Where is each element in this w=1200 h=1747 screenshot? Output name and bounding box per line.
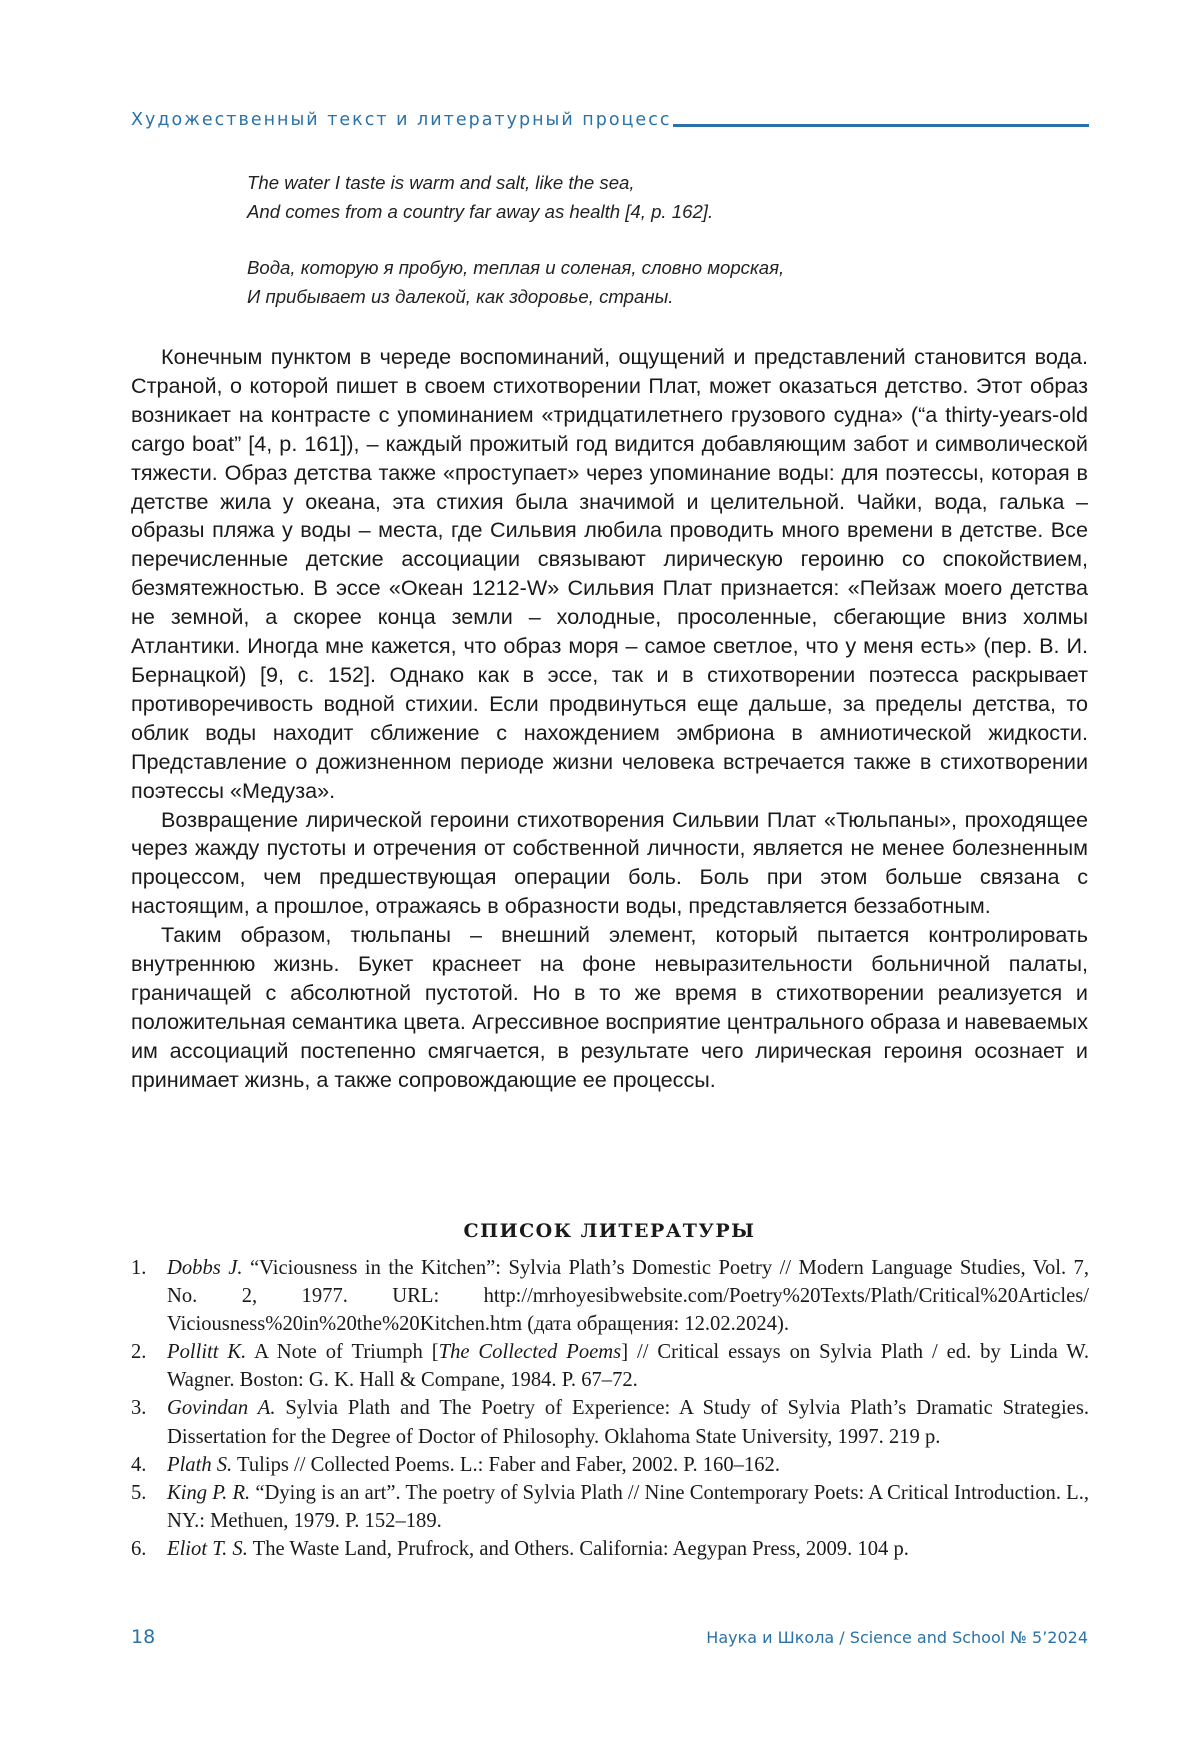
body-paragraph: Конечным пунктом в череде воспоминаний, ощущений и представлений становится вода. Страной, о которой пишет в своем стихотворении Плат, может оказаться детство. Этот образ возникает на контрасте с упоминанием «тридцатилетнего грузового судна» (“a thirty-years-old cargo boat” [4, p. 161]), – каждый прожитый год видится добавляющим забот и символической тяжести. Образ детства также «проступает» через упоминание воды: для поэтессы, которая в детстве жила у океана, эта стихия была значимой и целительной. Чайки, вода, галька – образы пляжа у воды – места, где Сильвия любила проводить много времени в детстве. Все перечисленные детские ассоциации связывают лирическую героиню со спокойствием, безмятежностью. В эссе «Океан 1212-W» Сильвия Плат признается: «Пейзаж моего детства не земной, а скорее конца земли – холодные, просоленные, сбегающие вниз холмы Атлантики. Иногда мне кажется, что образ моря – самое светлое, что у меня есть» (пер. В. И. Бернацкой) [9, с. 152]. Однако как в эссе, так и в стихотворении поэтесса раскрывает противоречивость водной стихии. Если продвинуться еще дальше, за пределы детства, то облик воды находит сближение с нахождением эмбриона в амниотической жидкости. Представление о дожизненном периоде жизни человека встречается также в стихотворении поэтессы «Медуза». <box>131 344 1088 803</box>
reference-number: 3. <box>131 1397 147 1420</box>
verse-line: Вода, которую я пробую, теплая и соленая, словно морская, <box>247 257 785 278</box>
page-number: 18 <box>131 1626 156 1648</box>
running-head-rule <box>673 124 1089 127</box>
references-list <box>131 1254 1089 1563</box>
reference-author: Eliot T. S. <box>167 1537 248 1560</box>
reference-item <box>131 1338 1089 1394</box>
references-heading: СПИСОК ЛИТЕРАТУРЫ <box>463 1220 756 1242</box>
reference-author: Govindan A. <box>167 1397 276 1420</box>
verse-quote-russian <box>247 253 1007 311</box>
verse-line: The water I taste is warm and salt, like the sea, <box>247 172 635 193</box>
reference-number: 5. <box>131 1481 147 1504</box>
running-head-title: Художественный текст и литературный процесс <box>131 110 672 130</box>
reference-item <box>131 1254 1089 1338</box>
verse-line: И прибывает из далекой, как здоровье, страны. <box>247 286 674 307</box>
verse-quote-english <box>247 168 1007 226</box>
journal-footer: Наука и Школа / Science and School № 5’2024 <box>706 1628 1088 1647</box>
reference-text: Tulips // Collected Poems. L.: Faber and Faber, 2002. P. 160–162. <box>232 1453 780 1476</box>
reference-item <box>131 1479 1089 1535</box>
body-paragraph: Возвращение лирической героини стихотворения Сильвии Плат «Тюльпаны», проходящее через жажду пустоты и отречения от собственной личности, является не менее болезненным процессом, чем предшествующая операции боль. Боль при этом больше связана с настоящим, а прошлое, отражаясь в образности воды, представляется беззаботным. <box>131 806 1088 919</box>
article-body <box>131 343 1088 1095</box>
reference-item <box>131 1535 1089 1563</box>
reference-text: “Dying is an art”. The poetry of Sylvia Plath // Nine Contemporary Poets: A Critical Introduction. L., NY.: Methuen, 1979. P. 152–189. <box>167 1481 1089 1532</box>
reference-author: King P. R. <box>167 1481 251 1504</box>
reference-text: The Waste Land, Prufrock, and Others. California: Aegypan Press, 2009. 104 p. <box>247 1537 909 1560</box>
body-paragraph: Таким образом, тюльпаны – внешний элемент, который пытается контролировать внутреннюю жизнь. Букет краснеет на фоне невыразительности больничной палаты, граничащей с абсолютной пустотой. Но в то же время в стихотворении реализуется и положительная семантика цвета. Агрессивное восприятие центрального образа и навеваемых им ассоциаций постепенно смягчается, в результате чего лирическая героиня осознает и принимает жизнь, а также сопровождающие ее процессы. <box>131 922 1088 1092</box>
reference-number: 1. <box>131 1257 147 1279</box>
running-head <box>131 104 1089 130</box>
reference-item <box>131 1451 1089 1479</box>
reference-number: 2. <box>131 1341 147 1364</box>
reference-author: Pollitt K. <box>167 1341 247 1364</box>
reference-number: 4. <box>131 1453 147 1476</box>
reference-number: 6. <box>131 1537 147 1560</box>
verse-line: And comes from a country far away as health [4, p. 162]. <box>247 201 714 222</box>
reference-title-italic: The Collected Poems <box>438 1341 622 1364</box>
reference-author: Dobbs J. <box>167 1257 243 1279</box>
reference-item <box>131 1394 1089 1450</box>
reference-text: “Viciousness in the Kitchen”: Sylvia Plath’s Domestic Poetry // Modern Language Studies, Vol. 7, No. 2, 1977. URL: http://mrhoyesibwebsite.com/Poetry%20Texts/Plath/Critical%20Articles/ Viciousness%20in%20the%20Kitchen.htm (дата обращения: 12.02.2024). <box>167 1257 1090 1336</box>
reference-text: Sylvia Plath and The Poetry of Experience: A Study of Sylvia Plath’s Dramatic Strategies. Dissertation for the Degree of Doctor of Philosophy. Oklahoma State University, 1997. 219 p. <box>167 1397 1089 1448</box>
reference-author: Plath S. <box>167 1453 233 1476</box>
reference-text: A Note of Triumph [ <box>246 1341 439 1364</box>
reference-text: ] // Critical essays on Sylvia Plath / ed. by Linda W. Wagner. Boston: G. K. Hall & Compane, 1984. P. 67–72. <box>167 1341 1089 1392</box>
